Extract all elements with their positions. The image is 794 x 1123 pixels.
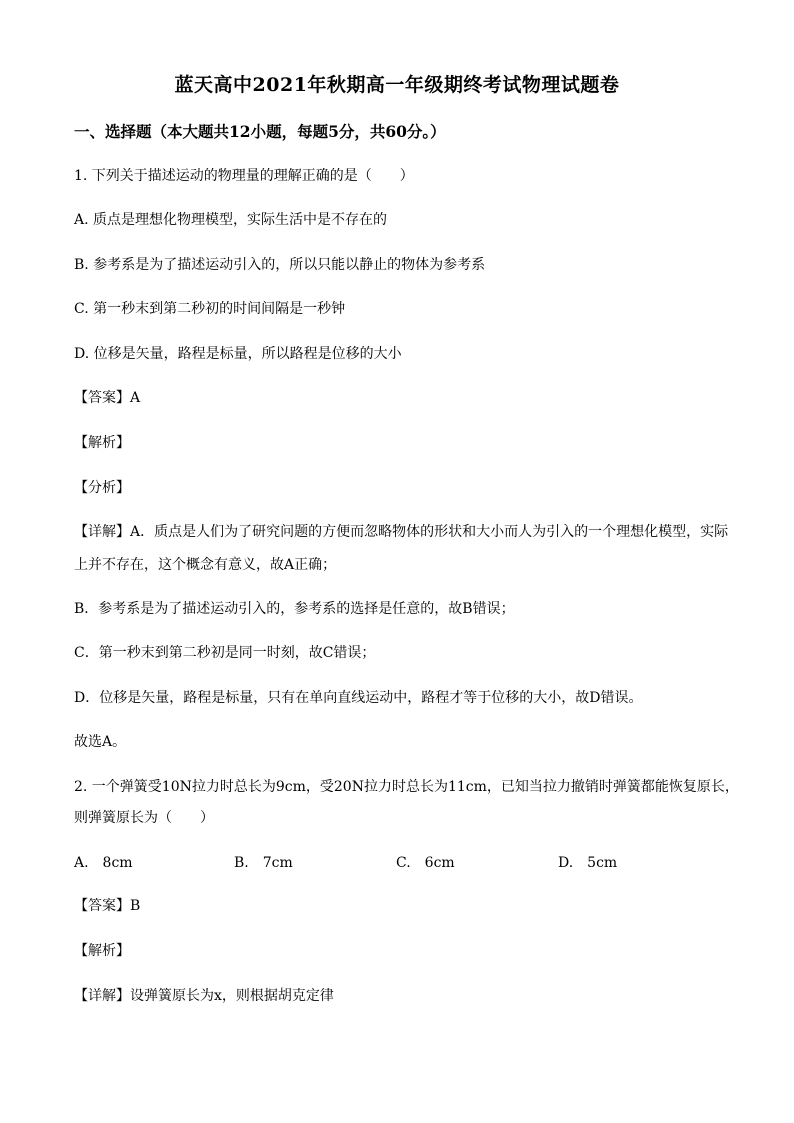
q1-answer: 【答案】A: [74, 390, 141, 406]
q2-analysis-label: 【解析】: [74, 943, 130, 959]
q1-option-a: A. 质点是理想化物理模型，实际生活中是不存在的: [74, 212, 388, 228]
q2-options-row: [74, 852, 734, 872]
q1-detail-line: C．第一秒末到第二秒初是同一时刻，故C错误；: [74, 645, 376, 661]
q1-option-c: C. 第一秒末到第二秒初的时间间隔是一秒钟: [74, 301, 346, 317]
q2-option-c: C. 6cm: [396, 855, 455, 871]
q2-stem-line2: 则弹簧原长为（ ）: [74, 810, 214, 826]
q1-detail-line: B．参考系是为了描述运动引入的，参考系的选择是任意的，故B错误；: [74, 601, 515, 617]
q2-option-d: D. 5cm: [558, 855, 618, 871]
q2-stem-line1: 2. 一个弹簧受10N拉力时总长为9cm，受20N拉力时总长为11cm，已知当拉力撤销时弹簧都能恢复原长，: [74, 779, 739, 795]
q1-conclusion: 故选A。: [74, 734, 127, 750]
q1-detail-line: 上并不存在，这个概念有意义，故A正确；: [74, 557, 337, 573]
page-title: 蓝天高中2021年秋期高一年级期终考试物理试题卷: [174, 74, 620, 96]
section-heading: 一、选择题（本大题共12小题，每题5分，共60分。）: [74, 122, 446, 141]
q1-option-d: D. 位移是矢量，路程是标量，所以路程是位移的大小: [74, 346, 402, 362]
q1-stem: 1. 下列关于描述运动的物理量的理解正确的是（ ）: [74, 168, 414, 184]
q2-option-a: A. 8cm: [74, 855, 133, 871]
q1-analysis-label: 【解析】: [74, 435, 130, 451]
q2-detail: 【详解】设弹簧原长为x，则根据胡克定律: [74, 988, 334, 1004]
q2-option-b: B. 7cm: [234, 855, 293, 871]
q1-option-b: B. 参考系是为了描述运动引入的，所以只能以静止的物体为参考系: [74, 257, 486, 273]
q1-detail-line: D．位移是矢量，路程是标量，只有在单向直线运动中，路程才等于位移的大小，故D错误。: [74, 690, 643, 706]
q1-detail-line: 【详解】A．质点是人们为了研究问题的方便而忽略物体的形状和大小而人为引入的一个理想化模型，实际: [74, 524, 729, 540]
q2-answer: 【答案】B: [74, 898, 141, 914]
q1-fenxi-label: 【分析】: [74, 480, 130, 496]
